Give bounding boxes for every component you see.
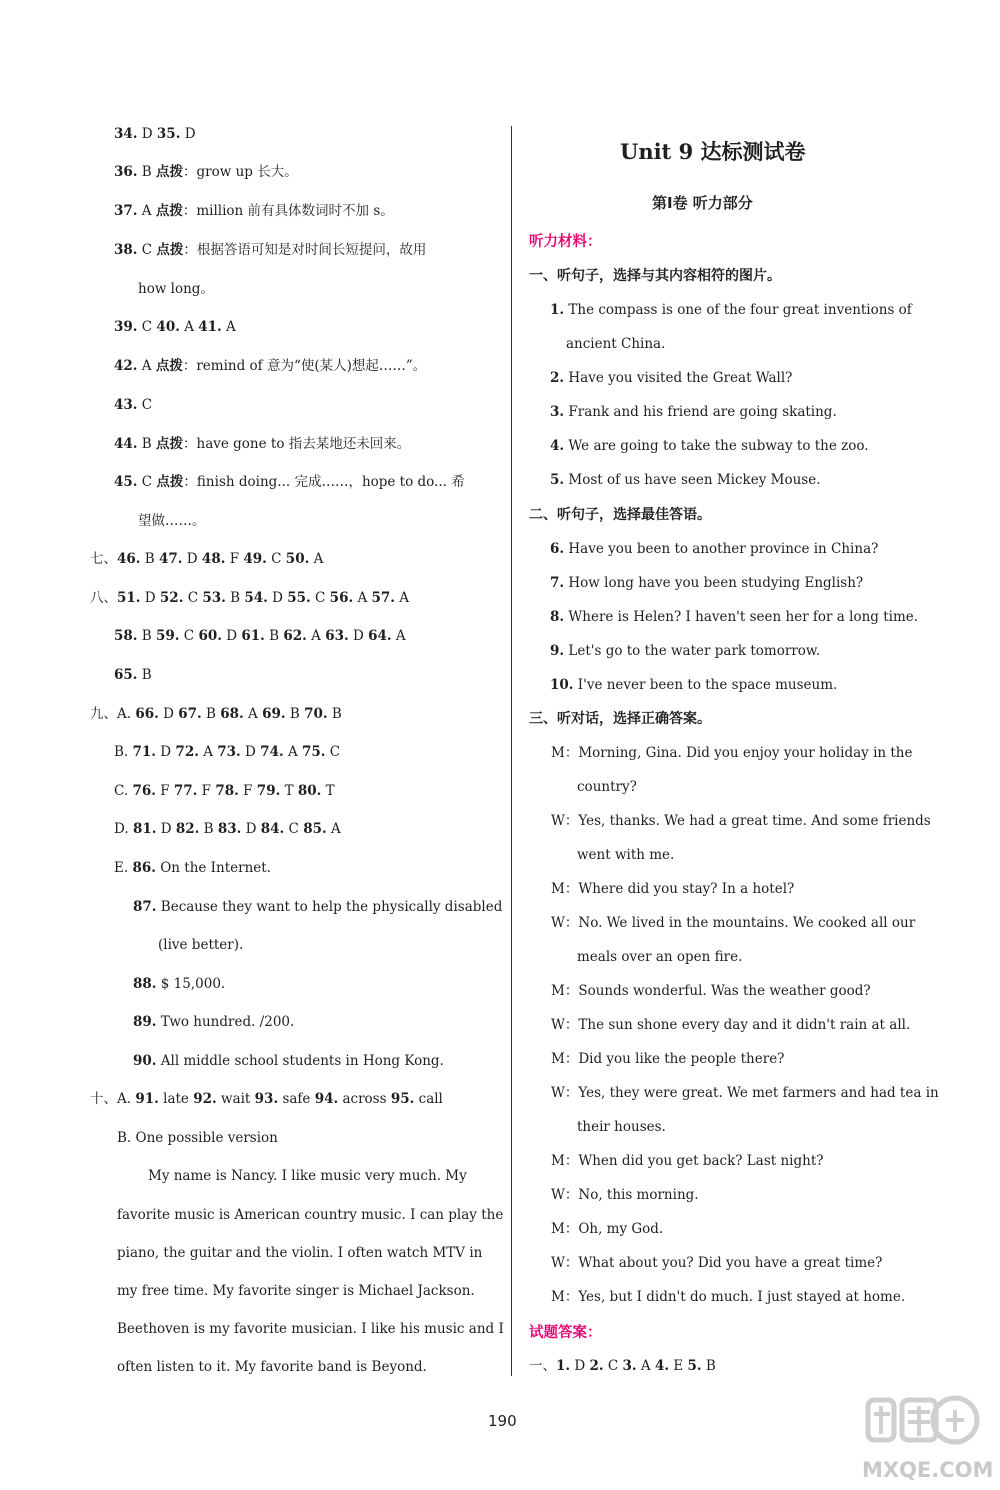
bold-label: 76. <box>132 783 156 799</box>
bold-label: 77. <box>173 783 198 799</box>
line-text: A <box>391 628 406 644</box>
bold-label: 83. <box>217 821 242 837</box>
bold-label: 59. <box>156 628 180 644</box>
line-text: M：Did you like the people there? <box>551 1051 785 1067</box>
dialogue-line <box>577 845 674 865</box>
line-text: A <box>306 628 326 644</box>
line-text: D <box>140 590 160 606</box>
line-text: W：The sun shone every day and it didn't rain at all. <box>551 1017 911 1033</box>
line-text: M：Oh, my God. <box>551 1221 664 1237</box>
watermark-url: MXQE.COM <box>862 1458 994 1482</box>
line-text: D <box>267 590 288 606</box>
line-text: ：finish doing... 完成……，hope to do... 希 <box>183 474 465 490</box>
dialogue-line <box>551 1185 699 1205</box>
line-text: A <box>137 358 156 374</box>
bold-label: 94. <box>314 1091 339 1107</box>
essay-line <box>117 1281 475 1301</box>
dialogue-line <box>551 1083 939 1103</box>
line-text: D <box>241 821 261 837</box>
line-text: M：When did you get back? Last night? <box>551 1153 824 1169</box>
line-text: F <box>238 783 257 799</box>
line-text: C <box>266 551 286 567</box>
bold-label: 点拨 <box>156 242 184 258</box>
listening-line <box>550 368 792 388</box>
line-text: A <box>326 821 341 837</box>
bold-label: 38. <box>114 242 138 258</box>
line-text: ：million 前有具体数词时不加 s。 <box>182 203 394 219</box>
line-text: Two hundred. /200. <box>156 1014 295 1030</box>
bold-label: 68. <box>220 706 244 722</box>
line-text: B <box>285 706 305 722</box>
line-text: T <box>280 783 298 799</box>
line-text: C <box>137 474 157 490</box>
bold-label: 2. <box>589 1358 604 1374</box>
line-text: D. <box>114 821 133 837</box>
section-subtitle: 第Ⅰ卷 听力部分 <box>652 194 753 212</box>
dialogue-line <box>577 777 637 797</box>
bold-label: 点拨 <box>156 474 184 490</box>
line-text: Beethoven is my favorite musician. I like his music and I <box>117 1321 504 1337</box>
line-text: ：根据答语可知是对时间长短提问，故用 <box>183 242 427 258</box>
line-text: On the Internet. <box>155 860 271 876</box>
line-text: late <box>158 1091 194 1107</box>
bold-label: 81. <box>132 821 157 837</box>
bold-label: 91. <box>135 1091 159 1107</box>
line-text: call <box>414 1091 443 1107</box>
bold-label: 56. <box>329 590 354 606</box>
line-text: F <box>197 783 216 799</box>
line-text: $ 15,000. <box>156 976 226 992</box>
bold-label: 71. <box>132 744 157 760</box>
bold-label: 1. <box>550 302 565 318</box>
answer-line <box>114 124 196 144</box>
line-text: W：Yes, they were great. We met farmers and had tea in <box>551 1085 939 1101</box>
line-text: ：remind of 意为“使(某人)想起……”。 <box>182 358 427 374</box>
line-text: safe <box>278 1091 315 1107</box>
bold-label: 5. <box>550 472 565 488</box>
line-text: D <box>221 628 242 644</box>
line-text: often listen to it. My favorite band is Beyond. <box>117 1359 427 1375</box>
line-text: country? <box>577 779 637 795</box>
line-text: The compass is one of the four great inventions of <box>564 302 912 318</box>
bold-label: 44. <box>114 436 138 452</box>
line-text: W：No. We lived in the mountains. We cooked all our <box>551 915 916 931</box>
line-text: A <box>309 551 324 567</box>
line-text: D <box>240 744 261 760</box>
line-text: 望做……。 <box>138 513 206 529</box>
line-text: 八、 <box>90 590 117 606</box>
bold-label: 48. <box>201 551 226 567</box>
line-text: Have you been to another province in China? <box>564 541 879 557</box>
line-text: C <box>179 628 199 644</box>
answer-line <box>114 472 465 492</box>
bold-label: 36. <box>114 164 138 180</box>
dialogue-line <box>551 913 915 933</box>
bold-label: 74. <box>260 744 284 760</box>
line-text: Let's go to the water park tomorrow. <box>564 643 821 659</box>
answer-line <box>133 897 502 917</box>
line-text: Frank and his friend are going skating. <box>564 404 837 420</box>
essay-line <box>117 1357 427 1377</box>
answer-line <box>90 588 409 608</box>
column-divider <box>511 126 512 1376</box>
line-text: B <box>264 628 284 644</box>
dialogue-line <box>551 1151 823 1171</box>
answer-line <box>90 704 342 724</box>
line-text: their houses. <box>577 1119 666 1135</box>
bold-label: 79. <box>256 783 281 799</box>
bold-label: 3. <box>622 1358 637 1374</box>
line-text: 七、 <box>90 551 117 567</box>
line-text: D <box>158 706 179 722</box>
bold-label: 70. <box>304 706 328 722</box>
dialogue-line <box>577 1117 666 1137</box>
bold-label: 39. <box>114 319 138 335</box>
bold-label: 66. <box>135 706 159 722</box>
line-text: wait <box>216 1091 255 1107</box>
line-text: B <box>140 551 160 567</box>
answer-line <box>114 781 335 801</box>
line-text: C <box>284 821 304 837</box>
line-text: A <box>137 203 156 219</box>
bold-label: 72. <box>175 744 199 760</box>
answer-line <box>114 356 426 376</box>
answer-line <box>114 626 406 646</box>
bold-label: 78. <box>215 783 239 799</box>
bold-label: 2. <box>550 370 565 386</box>
bold-label: 9. <box>550 643 565 659</box>
bold-label: 45. <box>114 474 138 490</box>
dialogue-line <box>551 1219 663 1239</box>
answer-line <box>114 201 394 221</box>
bold-label: 73. <box>217 744 241 760</box>
bold-label: 点拨 <box>156 436 184 452</box>
line-text: D <box>156 744 176 760</box>
bold-label: 37. <box>114 203 138 219</box>
essay-line <box>117 1243 482 1263</box>
line-text: A <box>395 590 410 606</box>
answer-line <box>138 279 214 299</box>
answer-line <box>114 162 298 182</box>
line-text: C <box>310 590 330 606</box>
bold-label: 75. <box>302 744 326 760</box>
bold-label: 50. <box>285 551 310 567</box>
line-text: favorite music is American country music. I can play the <box>117 1207 504 1223</box>
bold-label: 点拨 <box>156 164 184 180</box>
bold-label: 47. <box>159 551 183 567</box>
line-text: W：What about you? Did you have a great time? <box>551 1255 883 1271</box>
line-text: B <box>201 706 221 722</box>
line-text: M：Sounds wonderful. Was the weather good? <box>551 983 871 999</box>
answer-line <box>133 1012 294 1032</box>
line-text: Have you visited the Great Wall? <box>564 370 793 386</box>
bold-label: 5. <box>687 1358 702 1374</box>
section-heading <box>529 266 781 286</box>
line-text: meals over an open fire. <box>577 949 743 965</box>
dialogue-line <box>551 879 794 899</box>
line-text: B <box>137 667 152 683</box>
bold-label: 点拨 <box>155 203 183 219</box>
line-text: ：grow up 长大。 <box>183 164 298 180</box>
line-text: C <box>137 242 157 258</box>
essay-line <box>117 1319 504 1339</box>
listening-line <box>550 573 863 593</box>
bold-label: 65. <box>114 667 138 683</box>
bold-label: 4. <box>550 438 565 454</box>
bold-label: 87. <box>133 899 157 915</box>
line-text: A <box>283 744 303 760</box>
line-text: C <box>137 397 153 413</box>
bold-label: 61. <box>241 628 265 644</box>
line-text: C. <box>114 783 133 799</box>
answer-line <box>90 1089 443 1109</box>
section-heading <box>529 709 711 729</box>
line-text: F <box>155 783 174 799</box>
line-text: D <box>570 1358 590 1374</box>
line-text: B <box>225 590 245 606</box>
bold-label: 69. <box>262 706 286 722</box>
bold-label: 54. <box>244 590 268 606</box>
unit-title: Unit 9 达标测试卷 <box>620 139 806 164</box>
bold-label: 57. <box>371 590 396 606</box>
bold-label: 85. <box>303 821 327 837</box>
line-text: D <box>180 126 196 142</box>
line-text: W：No, this morning. <box>551 1187 699 1203</box>
listening-line <box>550 675 837 695</box>
bold-label: 84. <box>260 821 285 837</box>
bold-label: 1. <box>556 1358 571 1374</box>
bold-label: 92. <box>193 1091 217 1107</box>
bold-label: 82. <box>175 821 200 837</box>
answer-line <box>133 974 225 994</box>
bold-label: 点拨 <box>155 358 183 374</box>
line-text: B <box>327 706 342 722</box>
dialogue-line <box>551 743 913 763</box>
answer-line <box>133 1051 444 1071</box>
dialogue-line <box>551 1015 910 1035</box>
line-text: All middle school students in Hong Kong. <box>156 1053 444 1069</box>
bold-label: 46. <box>117 551 141 567</box>
bold-label: 67. <box>178 706 202 722</box>
line-text: piano, the guitar and the violin. I often watch MTV in <box>117 1245 483 1261</box>
line-text: Where is Helen? I haven't seen her for a long time. <box>564 609 919 625</box>
bold-label: 10. <box>550 677 574 693</box>
line-text: ancient China. <box>566 336 666 352</box>
dialogue-line <box>551 1253 882 1273</box>
bold-label: 8. <box>550 609 565 625</box>
bold-label: 4. <box>654 1358 670 1374</box>
listening-line <box>550 402 837 422</box>
line-text: B <box>199 821 218 837</box>
bold-label: 52. <box>159 590 184 606</box>
line-text: Because they want to help the physically disabled <box>156 899 503 915</box>
listening-line <box>566 334 665 354</box>
bold-label: 62. <box>283 628 307 644</box>
essay-line <box>148 1166 467 1186</box>
bold-label: 88. <box>133 976 157 992</box>
bold-label: 6. <box>550 541 565 557</box>
line-text: D <box>156 821 176 837</box>
line-text: B <box>137 436 157 452</box>
listening-line <box>550 436 869 456</box>
answer-line <box>114 317 236 337</box>
line-text: B <box>701 1358 716 1374</box>
bold-label: 60. <box>198 628 222 644</box>
line-text: M：Yes, but I didn't do much. I just stayed at home. <box>551 1289 906 1305</box>
bold-label: 3. <box>550 404 565 420</box>
line-text: My name is Nancy. I like music very much. My <box>148 1168 467 1184</box>
answer-line <box>529 1356 716 1376</box>
bold-label: 64. <box>368 628 392 644</box>
bold-label: 51. <box>117 590 141 606</box>
bold-label: 89. <box>133 1014 157 1030</box>
line-text: T <box>321 783 335 799</box>
line-text: D <box>182 551 202 567</box>
line-text: C <box>603 1358 623 1374</box>
line-text: E <box>669 1358 688 1374</box>
line-text: How long have you been studying English? <box>564 575 864 591</box>
bold-label: 53. <box>202 590 226 606</box>
section-heading-text: 二、听句子，选择最佳答语。 <box>529 507 711 523</box>
line-text: 十、A. <box>90 1091 136 1107</box>
line-text: went with me. <box>577 847 675 863</box>
essay-line <box>117 1205 503 1225</box>
line-text: ：have gone to 指去某地还未回来。 <box>183 436 411 452</box>
line-text: D <box>137 126 157 142</box>
bold-label: 90. <box>133 1053 157 1069</box>
answer-line <box>114 395 152 415</box>
section-heading <box>529 505 711 525</box>
line-text: B <box>137 628 157 644</box>
answer-line <box>117 1128 278 1148</box>
bold-label: 35. <box>156 126 181 142</box>
bold-label: 49. <box>243 551 267 567</box>
line-text: I've never been to the space museum. <box>573 677 838 693</box>
line-text: A <box>243 706 263 722</box>
bold-label: 43. <box>114 397 138 413</box>
line-text: D <box>348 628 369 644</box>
line-text: my free time. My favorite singer is Michael Jackson. <box>117 1283 475 1299</box>
answer-line <box>138 511 206 531</box>
line-text: B. <box>114 744 133 760</box>
listening-line <box>550 607 918 627</box>
dialogue-line <box>551 811 931 831</box>
bold-label: 42. <box>114 358 138 374</box>
line-text: E. <box>114 860 133 876</box>
bold-label: 55. <box>287 590 311 606</box>
bold-label: 40. <box>156 319 180 335</box>
line-text: 一、 <box>529 1358 556 1374</box>
line-text: B. One possible version <box>117 1130 278 1146</box>
listening-line <box>550 470 821 490</box>
line-text: Most of us have seen Mickey Mouse. <box>564 472 821 488</box>
bold-label: 41. <box>198 319 222 335</box>
answers-heading: 试题答案： <box>529 1325 602 1341</box>
line-text: how long。 <box>138 281 214 297</box>
listening-line <box>550 539 878 559</box>
line-text: across <box>338 1091 391 1107</box>
line-text: A <box>198 744 218 760</box>
line-text: M：Where did you stay? In a hotel? <box>551 881 795 897</box>
dialogue-line <box>551 1287 905 1307</box>
line-text: C <box>137 319 157 335</box>
line-text: W：Yes, thanks. We had a great time. And some friends <box>551 813 931 829</box>
listening-heading: 听力材料： <box>529 234 602 250</box>
section-heading-text: 三、听对话，选择正确答案。 <box>529 711 711 727</box>
line-text: A <box>179 319 199 335</box>
line-text: C <box>183 590 203 606</box>
dialogue-line <box>551 1049 784 1069</box>
answer-line <box>114 858 271 878</box>
page-number: 190 <box>488 1412 517 1430</box>
line-text: A <box>353 590 372 606</box>
line-text: F <box>225 551 244 567</box>
line-text: C <box>325 744 341 760</box>
line-text: A <box>221 319 236 335</box>
answer-line <box>114 742 340 762</box>
bold-label: 58. <box>114 628 138 644</box>
line-text: B <box>137 164 157 180</box>
answer-line <box>158 935 243 955</box>
dialogue-line <box>551 981 871 1001</box>
line-text: M：Morning, Gina. Did you enjoy your holiday in the <box>551 745 913 761</box>
dialogue-line <box>577 947 742 967</box>
answer-line <box>114 434 410 454</box>
listening-line <box>550 300 912 320</box>
bold-label: 63. <box>325 628 349 644</box>
bold-label: 86. <box>132 860 156 876</box>
answer-line <box>114 240 426 260</box>
bold-label: 80. <box>297 783 322 799</box>
line-text: (live better). <box>158 937 244 953</box>
bold-label: 34. <box>114 126 138 142</box>
line-text: A <box>636 1358 655 1374</box>
line-text: 九、A. <box>90 706 136 722</box>
listening-line <box>550 641 820 661</box>
bold-label: 95. <box>390 1091 415 1107</box>
answer-line <box>90 549 323 569</box>
bold-label: 93. <box>254 1091 279 1107</box>
section-heading-text: 一、听句子，选择与其内容相符的图片。 <box>529 268 781 284</box>
answer-line <box>114 665 152 685</box>
answer-line <box>114 819 341 839</box>
bold-label: 7. <box>550 575 565 591</box>
line-text: We are going to take the subway to the zoo. <box>564 438 869 454</box>
